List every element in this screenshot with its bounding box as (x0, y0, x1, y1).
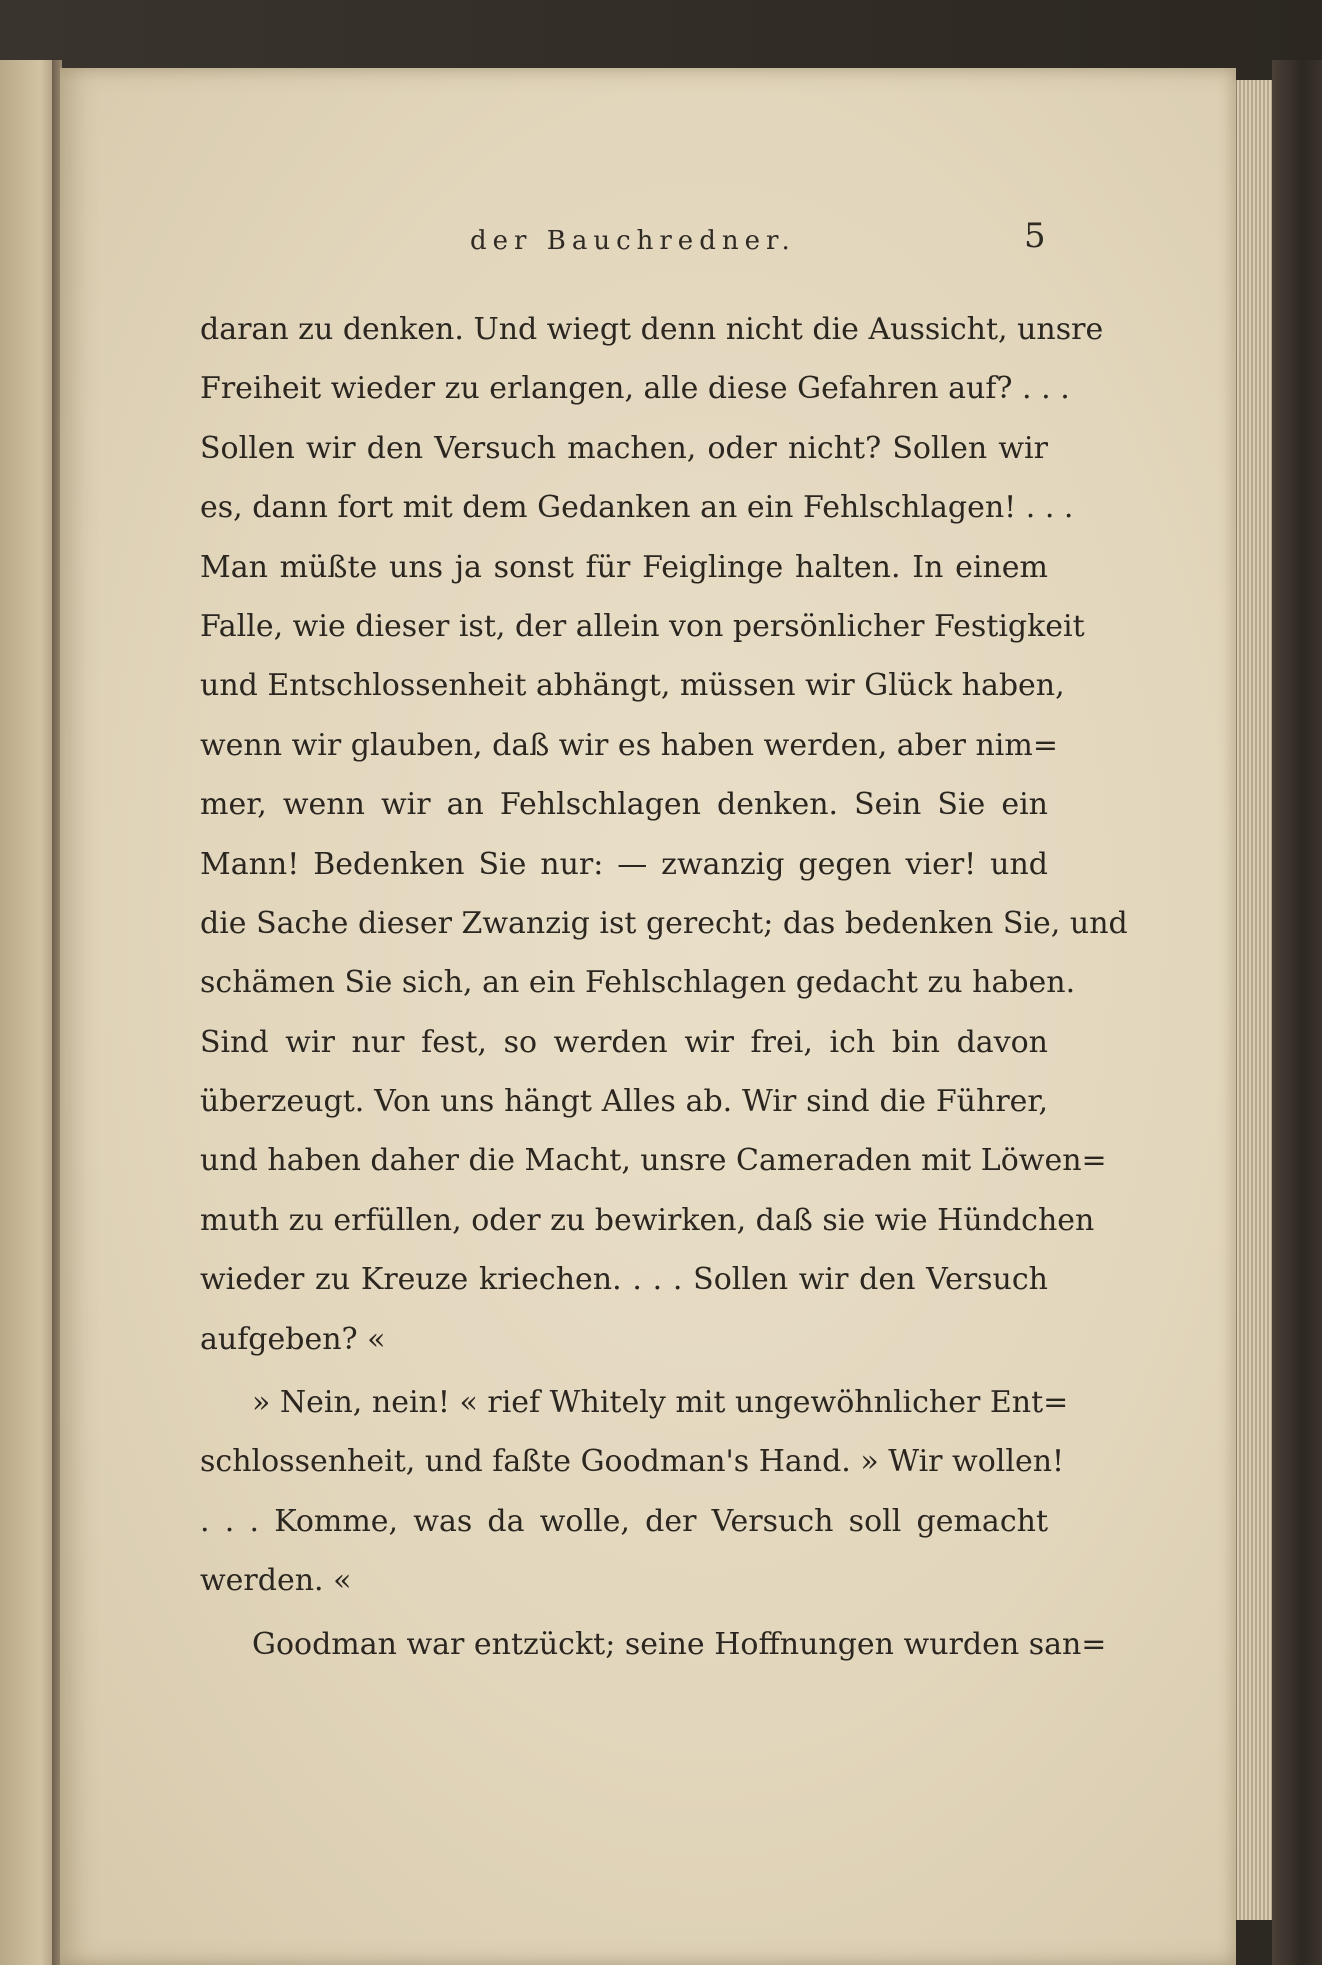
text-line: wieder zu Kreuze kriechen. . . . Sollen wir den Versuch (200, 1262, 1048, 1298)
text-line: und Entschlossenheit abhängt, müssen wir Glück haben, (200, 668, 1065, 704)
text-line: . . . Komme, was da wolle, der Versuch soll gemacht (200, 1503, 1048, 1539)
text-line: es, dann fort mit dem Gedanken an ein Fehlschlagen! . . . (200, 490, 1074, 526)
text-line: mer, wenn wir an Fehlschlagen denken. Sein Sie ein (200, 787, 1048, 823)
text-line: Sollen wir den Versuch machen, oder nicht? Sollen wir (200, 430, 1048, 466)
text-line: werden. « (200, 1563, 352, 1599)
text-line: wenn wir glauben, daß wir es haben werden, aber nim= (200, 727, 1058, 763)
text-line: und haben daher die Macht, unsre Cameraden mit Löwen= (200, 1143, 1107, 1179)
text-line: Mann! Bedenken Sie nur: — zwanzig gegen vier! und (200, 846, 1048, 882)
page-number: 5 (1024, 216, 1046, 256)
running-head: der Bauchredner. (470, 226, 796, 256)
facing-page-edge (0, 60, 58, 1965)
book-cover-edge (1272, 60, 1322, 1965)
text-line: Falle, wie dieser ist, der allein von persönlicher Festigkeit (200, 608, 1085, 644)
page-edges (1235, 80, 1275, 1920)
text-line: Goodman war entzückt; seine Hoffnungen wurden san= (252, 1626, 1107, 1662)
text-line: » Nein, nein! « rief Whitely mit ungewöhnlicher Ent= (252, 1385, 1069, 1421)
text-line: überzeugt. Von uns hängt Alles ab. Wir sind die Führer, (200, 1084, 1048, 1120)
text-line: muth zu erfüllen, oder zu bewirken, daß sie wie Hündchen (200, 1202, 1095, 1238)
text-line: daran zu denken. Und wiegt denn nicht die Aussicht, unsre (200, 312, 1104, 347)
text-line: Sind wir nur fest, so werden wir frei, ich bin davon (200, 1024, 1048, 1060)
body-text (200, 300, 1128, 1674)
text-line: aufgeben? « (200, 1321, 386, 1357)
text-line: schlossenheit, und faßte Goodman's Hand. » Wir wollen! (200, 1444, 1065, 1480)
text-line: Man müßte uns ja sonst für Feiglinge halten. In einem (200, 549, 1048, 585)
text-line: die Sache dieser Zwanzig ist gerecht; das bedenken Sie, und (200, 905, 1128, 941)
text-line: schämen Sie sich, an ein Fehlschlagen gedacht zu haben. (200, 965, 1076, 1001)
text-line: Freiheit wieder zu erlangen, alle diese Gefahren auf? . . . (200, 371, 1070, 407)
